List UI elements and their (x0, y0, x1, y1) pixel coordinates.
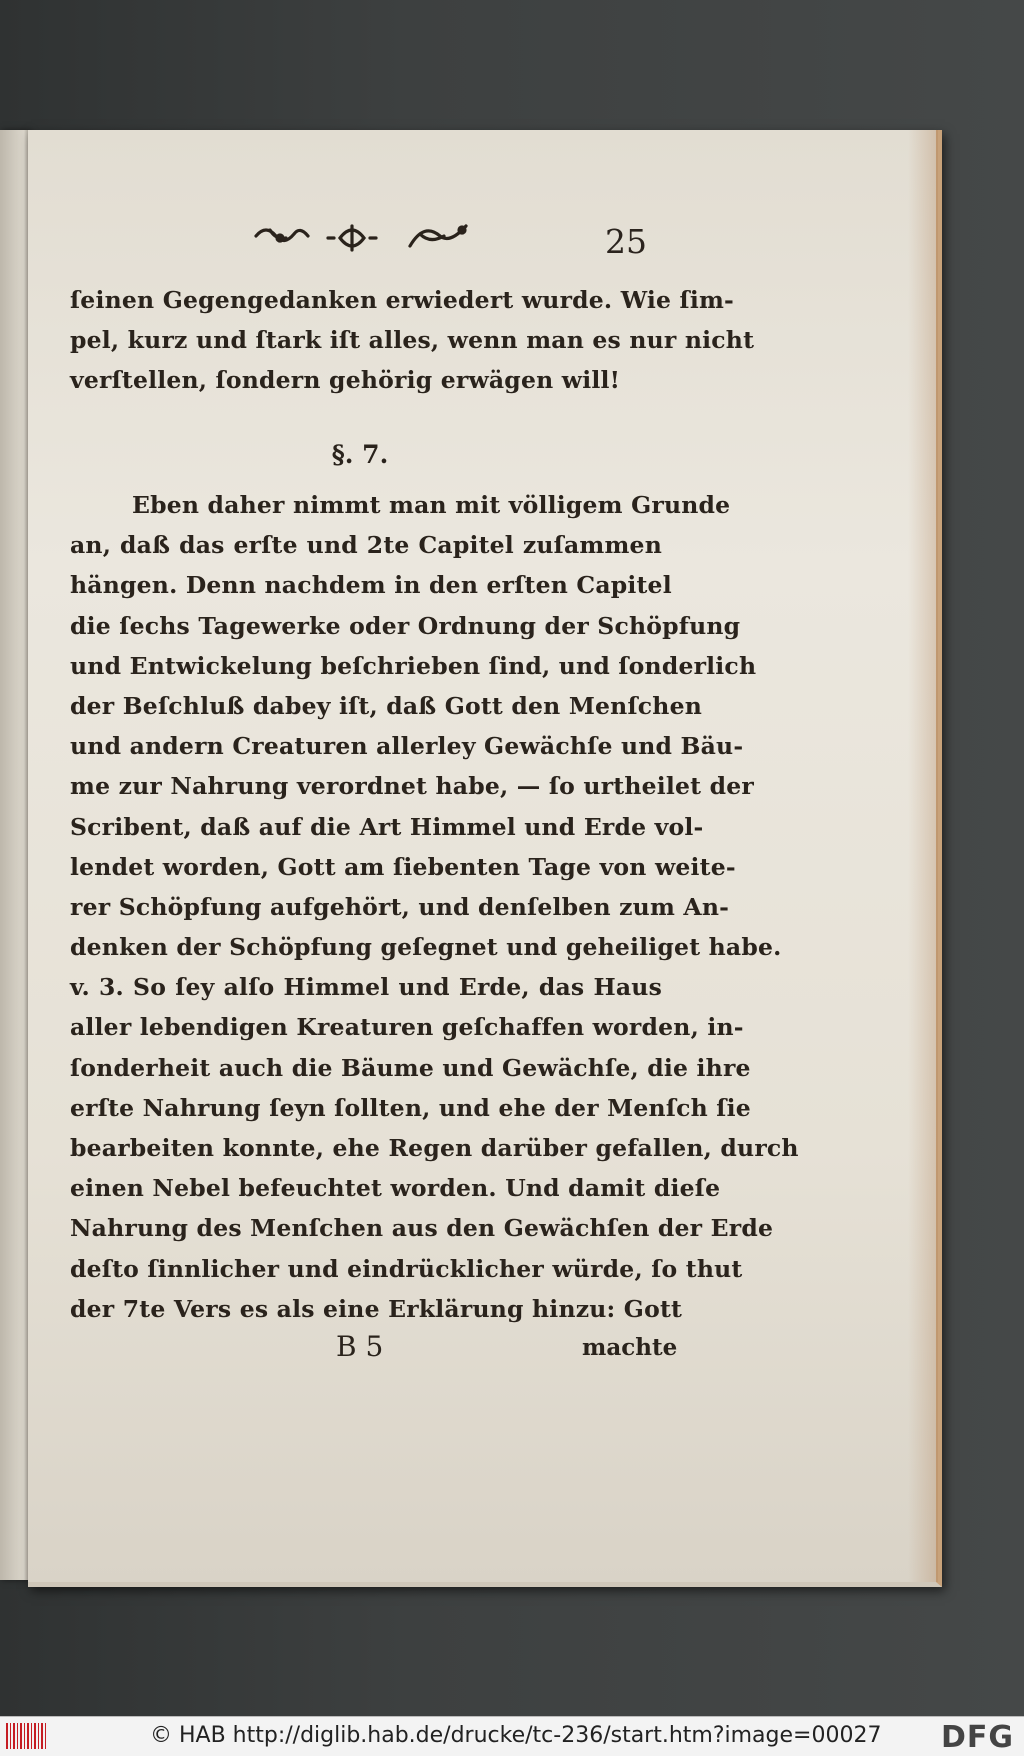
text-line: v. 3. So ſey alſo Himmel und Erde, das Haus (70, 973, 662, 1002)
section-heading: §. 7. (331, 440, 389, 469)
text-line: bearbeiten konnte, ehe Regen darüber gefallen, durch (70, 1134, 799, 1162)
text-line: und Entwickelung beſchrieben ſind, und ſonderlich (70, 651, 757, 680)
text-line: der 7te Vers es als eine Erklärung hinzu: Gott (70, 1294, 683, 1323)
text-line: Scribent, daß auf die Art Himmel und Erde vol- (70, 812, 704, 841)
barcode-icon (6, 1723, 46, 1749)
page-number: 25 (605, 222, 647, 261)
text-line: pel, kurz und ſtark iſt alles, wenn man es nur nicht (70, 326, 755, 355)
header-ornament-icon (250, 216, 480, 260)
text-line: an, daß das erſte und 2te Capitel zuſammen (70, 531, 662, 560)
text-line: denken der Schöpfung geſegnet und geheiliget habe. (70, 933, 782, 962)
text-line: deſto ſinnlicher und eindrücklicher würde, ſo thut (70, 1254, 743, 1283)
text-line: erſte Nahrung ſeyn ſollten, und ehe der Menſch ſie (70, 1093, 751, 1122)
viewer-footer (0, 1716, 1024, 1756)
catchword: machte (582, 1334, 678, 1361)
body-text-main (70, 485, 799, 1329)
previous-page-edge (0, 130, 30, 1580)
dfg-logo: DFG (940, 1720, 1014, 1755)
body-text-top (70, 280, 755, 401)
text-line: und andern Creaturen allerley Gewächſe und Bäu- (70, 732, 744, 761)
text-line: einen Nebel befeuchtet worden. Und damit dieſe (70, 1174, 721, 1203)
text-line: ſeinen Gegengedanken erwiedert wurde. Wie ſim- (70, 286, 734, 314)
text-line: lendet worden, Gott am ſiebenten Tage von weite- (70, 852, 736, 881)
text-line: hängen. Denn nachdem in den erſten Capitel (70, 571, 672, 600)
text-line: die ſechs Tagewerke oder Ordnung der Schöpfung (70, 611, 741, 640)
text-line: rer Schöpfung aufgehört, und denſelben zum An- (70, 892, 730, 921)
text-line: ſonderheit auch die Bäume und Gewächſe, die ihre (70, 1053, 751, 1082)
text-line: Nahrung des Menſchen aus den Gewächſen der Erde (70, 1214, 774, 1243)
text-line: me zur Nahrung verordnet habe, — ſo urtheilet der (70, 772, 754, 801)
signature-mark: B 5 (336, 1330, 384, 1363)
text-line: Eben daher nimmt man mit völligem Grunde (132, 491, 731, 519)
footer-credit-link[interactable]: © HAB http://diglib.hab.de/drucke/tc-236/start.htm?image=00027 (150, 1723, 882, 1748)
text-line: verſtellen, ſondern gehörig erwägen will! (70, 366, 621, 395)
text-line: aller lebendigen Kreaturen geſchaffen worden, in- (70, 1013, 744, 1042)
text-line: der Beſchluß dabey iſt, daß Gott den Menſchen (70, 691, 703, 720)
